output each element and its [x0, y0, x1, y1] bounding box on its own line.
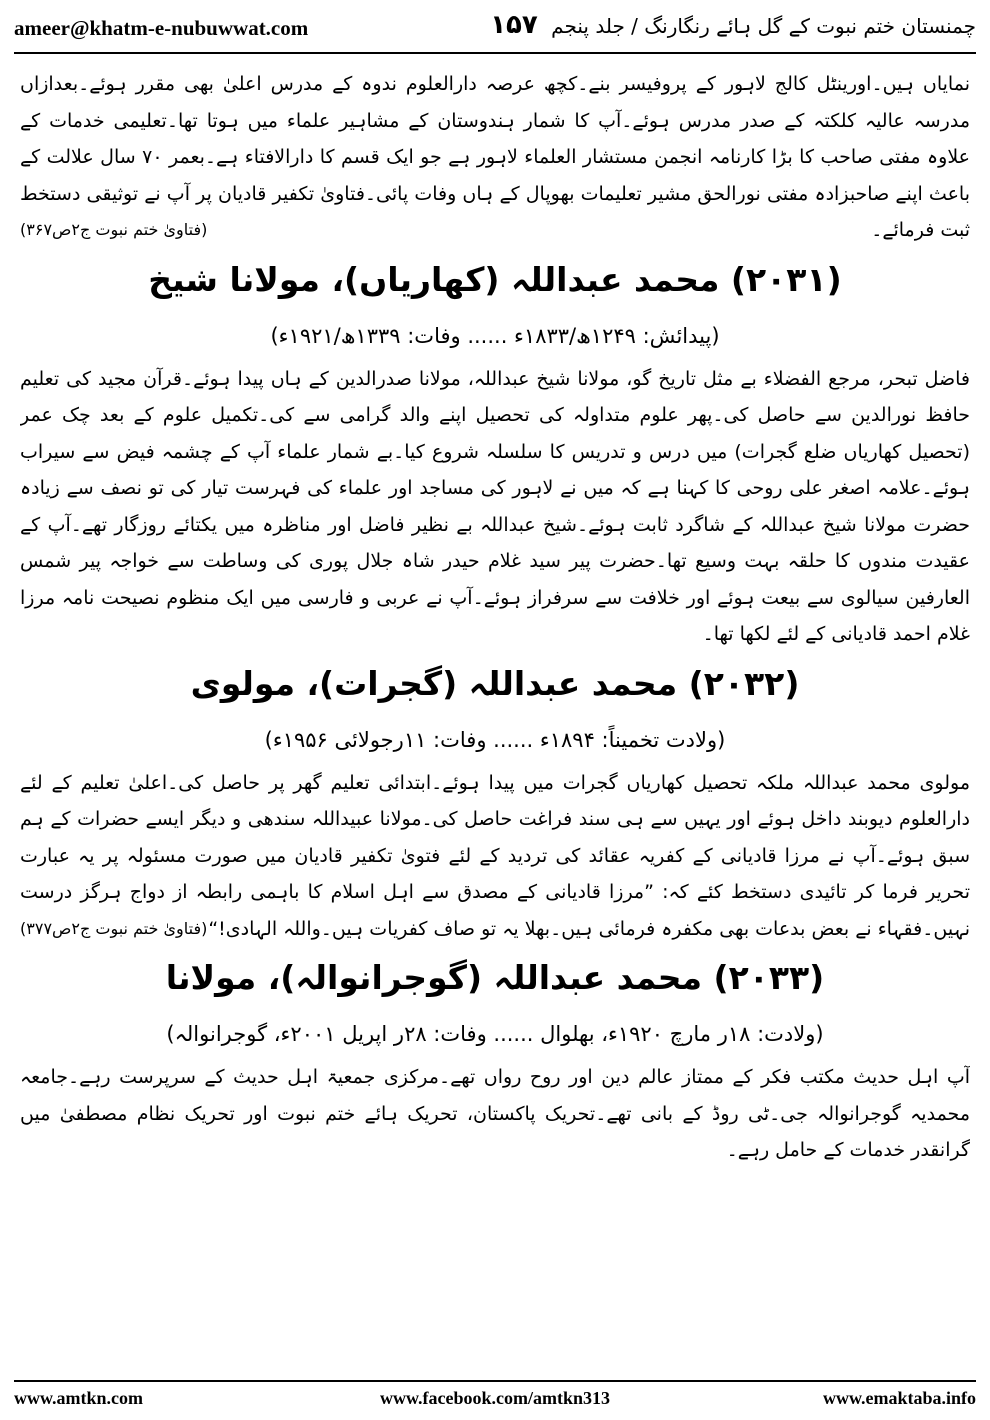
entry-2033-heading: (۲۰۳۳) محمد عبداللہ (گوجرانوالہ)، مولانا [165, 958, 825, 997]
entry-2032-text: مولوی محمد عبداللہ ملکہ تحصیل کھاریاں گجرات میں پیدا ہوئے۔ابتدائی تعلیم گھر پر حاصل کی۔اعلیٰ تعلیم کے لئے دارالعلوم دیوبند داخل ہوئے اور یہیں سے ہی سند فراغت حاصل کی۔مولانا عبیداللہ سندھی و دیگر ایسے حضرات کے ہم سبق ہوئے۔آپ نے مرزا قادیانی کے کفریہ عقائد کی تردید کے لئے فتویٰ تکفیر قادیان میں صورت مسئولہ پر یہ عبارت تحریر فرما کر تائیدی دستخط کئے کہ: ”مرزا قادیانی کے مصدق سے اہل اسلام کا باہمی رابطہ از دواج ہرگز درست نہیں۔فقہاء نے بعض بدعات بھی مکفرہ فرمائی ہیں۔بھلا یہ تو صاف کفریات ہیں۔واللہ الہادی!“ [20, 771, 970, 940]
entry-2033-dates: (ولادت: ۱۸ر مارچ ۱۹۲۰ء، بھلوال ...... وفات: ۲۸ر اپریل ۲۰۰۱ء، گوجرانوالہ) [166, 1022, 824, 1046]
header-email: ameer@khatm-e-nubuwwat.com [14, 16, 309, 40]
book-title: چمنستان ختم نبوت کے گل ہائے رنگارنگ / جلد پنجم [551, 14, 976, 38]
intro-text: نمایاں ہیں۔اورینٹل کالج لاہور کے پروفیسر بنے۔کچھ عرصہ دارالعلوم ندوہ کے مدرس اعلیٰ بھی مقرر ہوئے۔بعدازاں مدرسہ عالیہ کلکتہ کے صدر مدرس ہوئے۔آپ کا شمار ہندوستان کے مشاہیر علماء میں ہوتا تھا۔تعلیمی خدمات کے علاوہ مفتی صاحب کا بڑا کارنامہ انجمن مستشار العلماء لاہور ہے جو ایک قسم کا دارالافتاء ہے۔بعمر ۷۰ سال علالت کے باعث اپنے صاحبزادہ مفتی نورالحق مشیر تعلیمات بھوپال کے ہاں وفات پائی۔فتاویٰ تکفیر قادیان پر آپ نے توثیقی دستخط ثبت فرمائے۔ [20, 73, 970, 241]
entry-2031-dates: (پیدائش: ۱۲۴۹ھ/۱۸۳۳ء ...... وفات: ۱۳۳۹ھ/۱۹۲۱ء) [270, 323, 720, 348]
entry-2033-paragraph: آپ اہل حدیث مکتب فکر کے ممتاز عالم دین اور روح رواں تھے۔مرکزی جمعیۃ اہل حدیث کے سرپرست رہے۔جامعہ محمدیہ گوجرانوالہ جی۔ٹی روڈ کے بانی تھے۔تحریک پاکستان، تحریک ہائے ختم نبوت اور تحریک نظام مصطفیٰ میں گرانقدر خدمات کے حامل رہے۔ [20, 1066, 970, 1161]
page-footer [14, 1388, 976, 1416]
intro-citation: (فتاویٰ ختم نبوت ج۲ص۳۶۷) [20, 220, 208, 239]
page-header [14, 8, 976, 52]
footer-rule [14, 1380, 976, 1382]
footer-link-facebook[interactable]: www.facebook.com/amtkn313 [380, 1388, 610, 1408]
entry-2032-citation: (فتاویٰ ختم نبوت ج۲ص۳۷۷) [20, 918, 208, 938]
header-rule [14, 52, 976, 54]
footer-link-emaktaba[interactable]: www.emaktaba.info [822, 1388, 976, 1408]
intro-paragraph [20, 66, 970, 249]
footer-link-amtkn[interactable]: www.amtkn.com [14, 1388, 143, 1408]
entry-2032-paragraph [20, 765, 970, 948]
page-body [20, 66, 970, 1370]
entry-2032-heading: (۲۰۳۲) محمد عبداللہ (گجرات)، مولوی [190, 663, 800, 703]
entry-2031-paragraph: فاضل تبحر، مرجع الفضلاء بے مثل تاریخ گو، مولانا شیخ عبداللہ، مولانا صدرالدین کے ہاں پیدا ہوئے۔قرآن مجید کی تعلیم حافظ نورالدین سے حاصل کی۔پھر علوم متداولہ کی تحصیل اپنے والد گرامی سے کی۔تکمیل علوم کے بعد چک عمر (تحصیل کھاریاں ضلع گجرات) میں درس و تدریس کا سلسلہ شروع کیا۔بے شمار علماء آپ کے چشمہ فیض سے سیراب ہوئے۔علامہ اصغر علی روحی کا کہنا ہے کہ میں نے لاہور کی مساجد اور علماء کی فہرست تیار کی تو نصف سے زیادہ حضرت مولانا شیخ عبداللہ کے شاگرد ثابت ہوئے۔شیخ عبداللہ بے نظیر فاضل اور مناظرہ میں یکتائے روزگار تھے۔آپ کے عقیدت مندوں کا حلقہ بہت وسیع تھا۔حضرت پیر سید غلام حیدر شاہ جلال پوری کی وساطت سے خواجہ پیر شمس العارفین سیالوی سے بیعت ہوئے اور خلافت سے سرفراز ہوئے۔آپ نے عربی و فارسی میں ایک منظوم نصیحت نامہ مرزا غلام احمد قادیانی کے لئے لکھا تھا۔ [20, 367, 970, 645]
page-number: ۱۵۷ [490, 10, 538, 40]
entry-2032-dates: (ولادت تخمیناً: ۱۸۹۴ء ...... وفات: ۱۱رجولائی ۱۹۵۶ء) [264, 727, 726, 752]
entry-2031-heading: (۲۰۳۱) محمد عبداللہ (کھاریاں)، مولانا شیخ [148, 259, 842, 299]
